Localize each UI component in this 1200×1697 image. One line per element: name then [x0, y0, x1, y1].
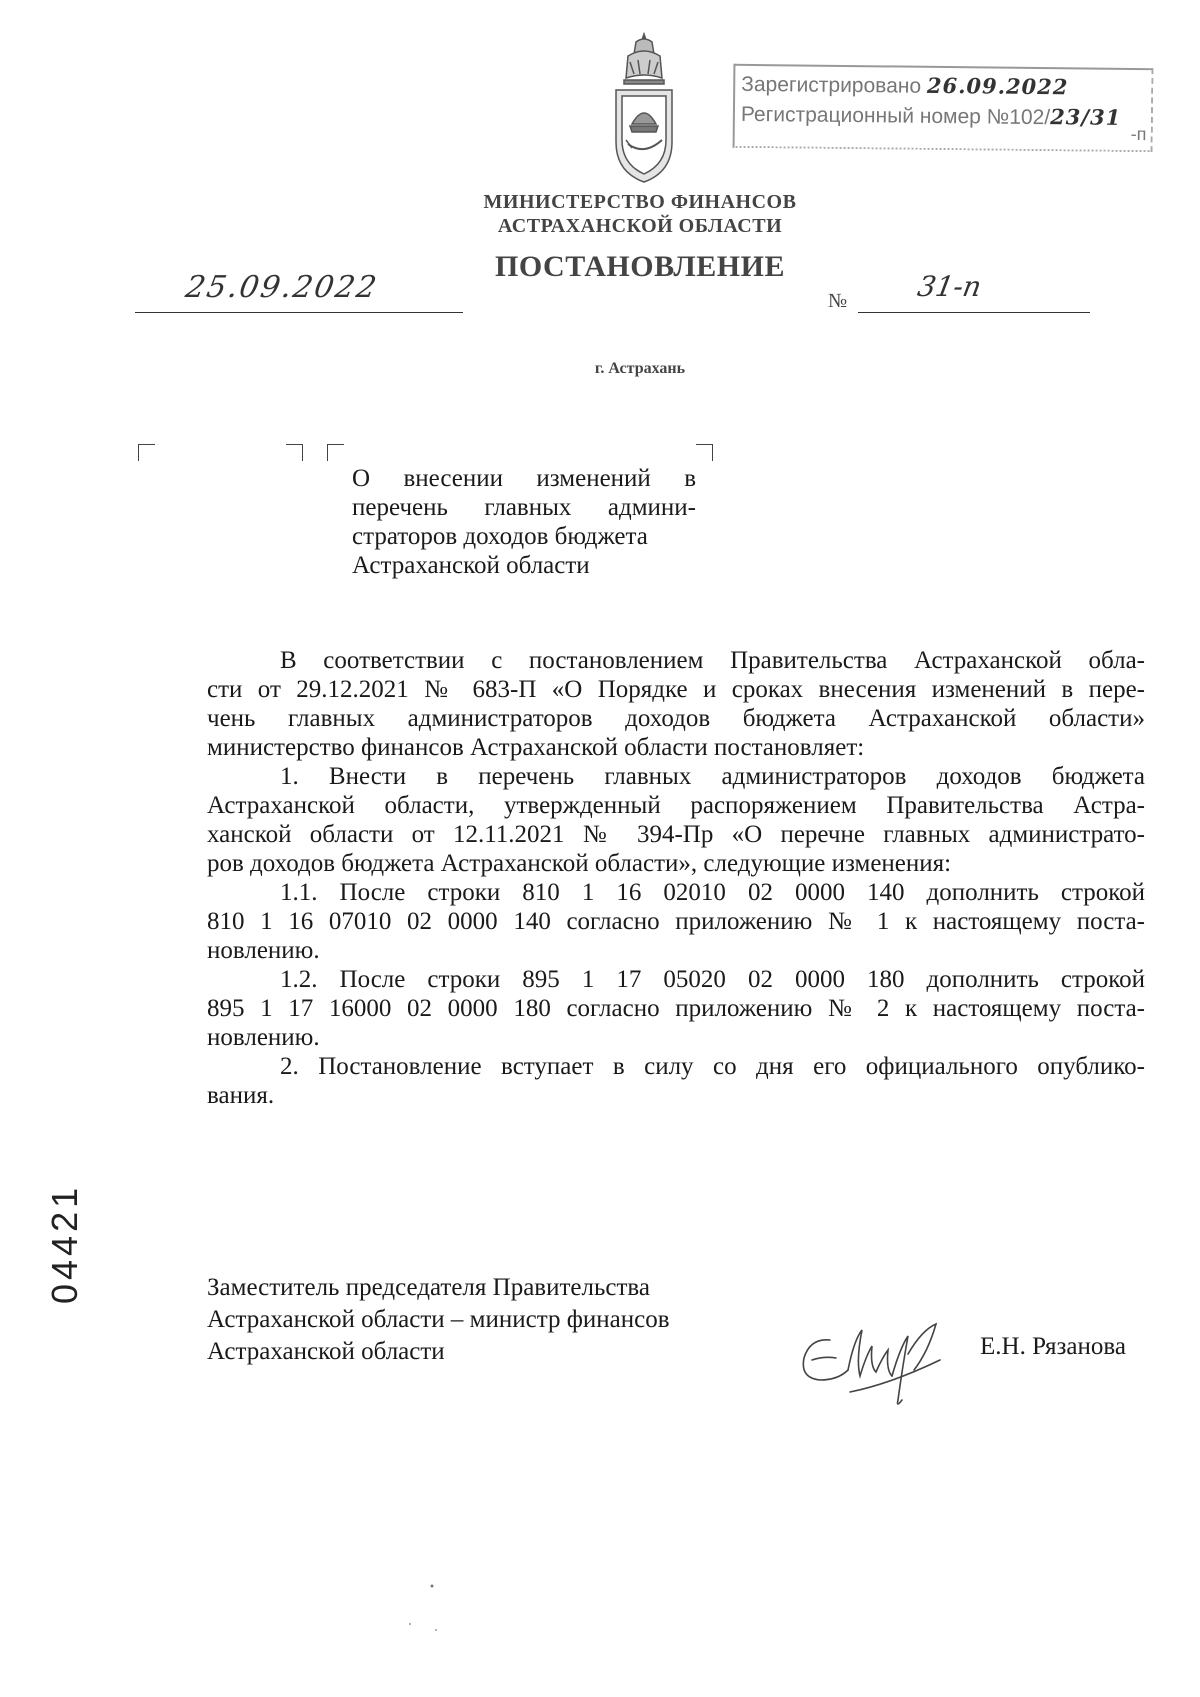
body-line: новлению. [207, 937, 320, 964]
ministry-line-1: МИНИСТЕРСТВО ФИНАНСОВ [483, 191, 797, 213]
bracket-top-left-2 [327, 444, 344, 461]
paragraph-preamble [207, 646, 1145, 762]
signatory-name: Е.Н. Рязанова [980, 1333, 1126, 1360]
body-line: 895 1 17 16000 02 0000 180 согласно приложению № 2 к настоящему поста- [207, 995, 1145, 1022]
number-sign: № [828, 290, 848, 312]
signatory-title-line-1: Заместитель председателя Правительства [207, 1274, 650, 1301]
side-archive-number: 04421 [44, 1183, 85, 1304]
document-body [207, 646, 1145, 1110]
paragraph-item-1 [207, 762, 1145, 878]
body-line: 2. Постановление вступает в силу со дня его официального опублико- [280, 1053, 1145, 1080]
body-line: Астраханской области, утвержденный распоряжением Правительства Астра- [207, 792, 1145, 819]
body-line: 1.1. После строки 810 1 16 02010 02 0000 140 дополнить строкой [280, 879, 1145, 906]
body-line: 1. Внести в перечень главных администраторов доходов бюджета [280, 763, 1145, 790]
body-line: В соответствии с постановлением Правительства Астраханской обла- [280, 647, 1145, 674]
subject-line-4: Астраханской области [352, 552, 590, 579]
stamp-regnum-label: Регистрационный номер №102/ [740, 102, 1051, 130]
body-line: министерство финансов Астраханской области постановляет: [207, 734, 865, 761]
stamp-regnum-value: 23/31 [1050, 104, 1122, 130]
signatory-title-line-3: Астраханской области [207, 1338, 445, 1365]
stamp-registered-line [741, 70, 1069, 102]
stamp-regnum-line [741, 100, 1122, 133]
registration-stamp [733, 64, 1154, 152]
signatory-title-line-2: Астраханской области – министр финансов [207, 1306, 670, 1333]
body-line: вания. [207, 1082, 275, 1109]
coat-of-arms-emblem [606, 32, 682, 184]
stamp-registered-label: Зарегистрировано [741, 72, 922, 98]
body-line: сти от 29.12.2021 № 683-П «О Порядке и сроках внесения изменений в пере- [207, 676, 1145, 703]
ministry-name [400, 190, 880, 238]
signatory-title [207, 1272, 767, 1368]
stamp-regnum-suffix: -п [1130, 123, 1147, 145]
number-underline [858, 310, 1090, 313]
bracket-top-right-2 [696, 444, 713, 461]
subject-line-2: перечень главных админи- [352, 494, 696, 521]
paragraph-item-1-2 [207, 965, 1145, 1052]
body-line: ров доходов бюджета Астраханской области», следующие изменения: [207, 850, 952, 877]
paragraph-item-2 [207, 1052, 1145, 1110]
document-date: 25.09.2022 [182, 270, 381, 305]
ministry-line-2: АСТРАХАНСКОЙ ОБЛАСТИ [497, 215, 783, 237]
body-line: новлению. [207, 1024, 320, 1051]
stamp-registered-date: 26.09.2022 [926, 72, 1069, 100]
body-line: 1.2. После строки 895 1 17 05020 02 0000 180 дополнить строкой [280, 966, 1145, 993]
date-underline [135, 308, 463, 313]
city-name: г. Астрахань [594, 360, 686, 377]
paragraph-item-1-1 [207, 878, 1145, 965]
body-line: ханской области от 12.11.2021 № 394-Пр «О перечне главных администрато- [207, 821, 1145, 848]
handwritten-signature [790, 1300, 960, 1410]
subject-line-3: страторов доходов бюджета [352, 523, 648, 550]
bracket-top-right-1 [286, 444, 303, 461]
scan-specks [400, 1580, 480, 1640]
body-line: чень главных администраторов доходов бюджета Астраханской области» [207, 705, 1145, 732]
document-type-title: ПОСТАНОВЛЕНИЕ [495, 250, 785, 283]
document-subject [352, 464, 696, 580]
subject-line-1: О внесении изменений в [352, 465, 696, 492]
bracket-top-left-1 [138, 444, 155, 461]
document-number: 31-п [915, 270, 985, 303]
body-line: 810 1 16 07010 02 0000 140 согласно приложению № 1 к настоящему поста- [207, 908, 1145, 935]
